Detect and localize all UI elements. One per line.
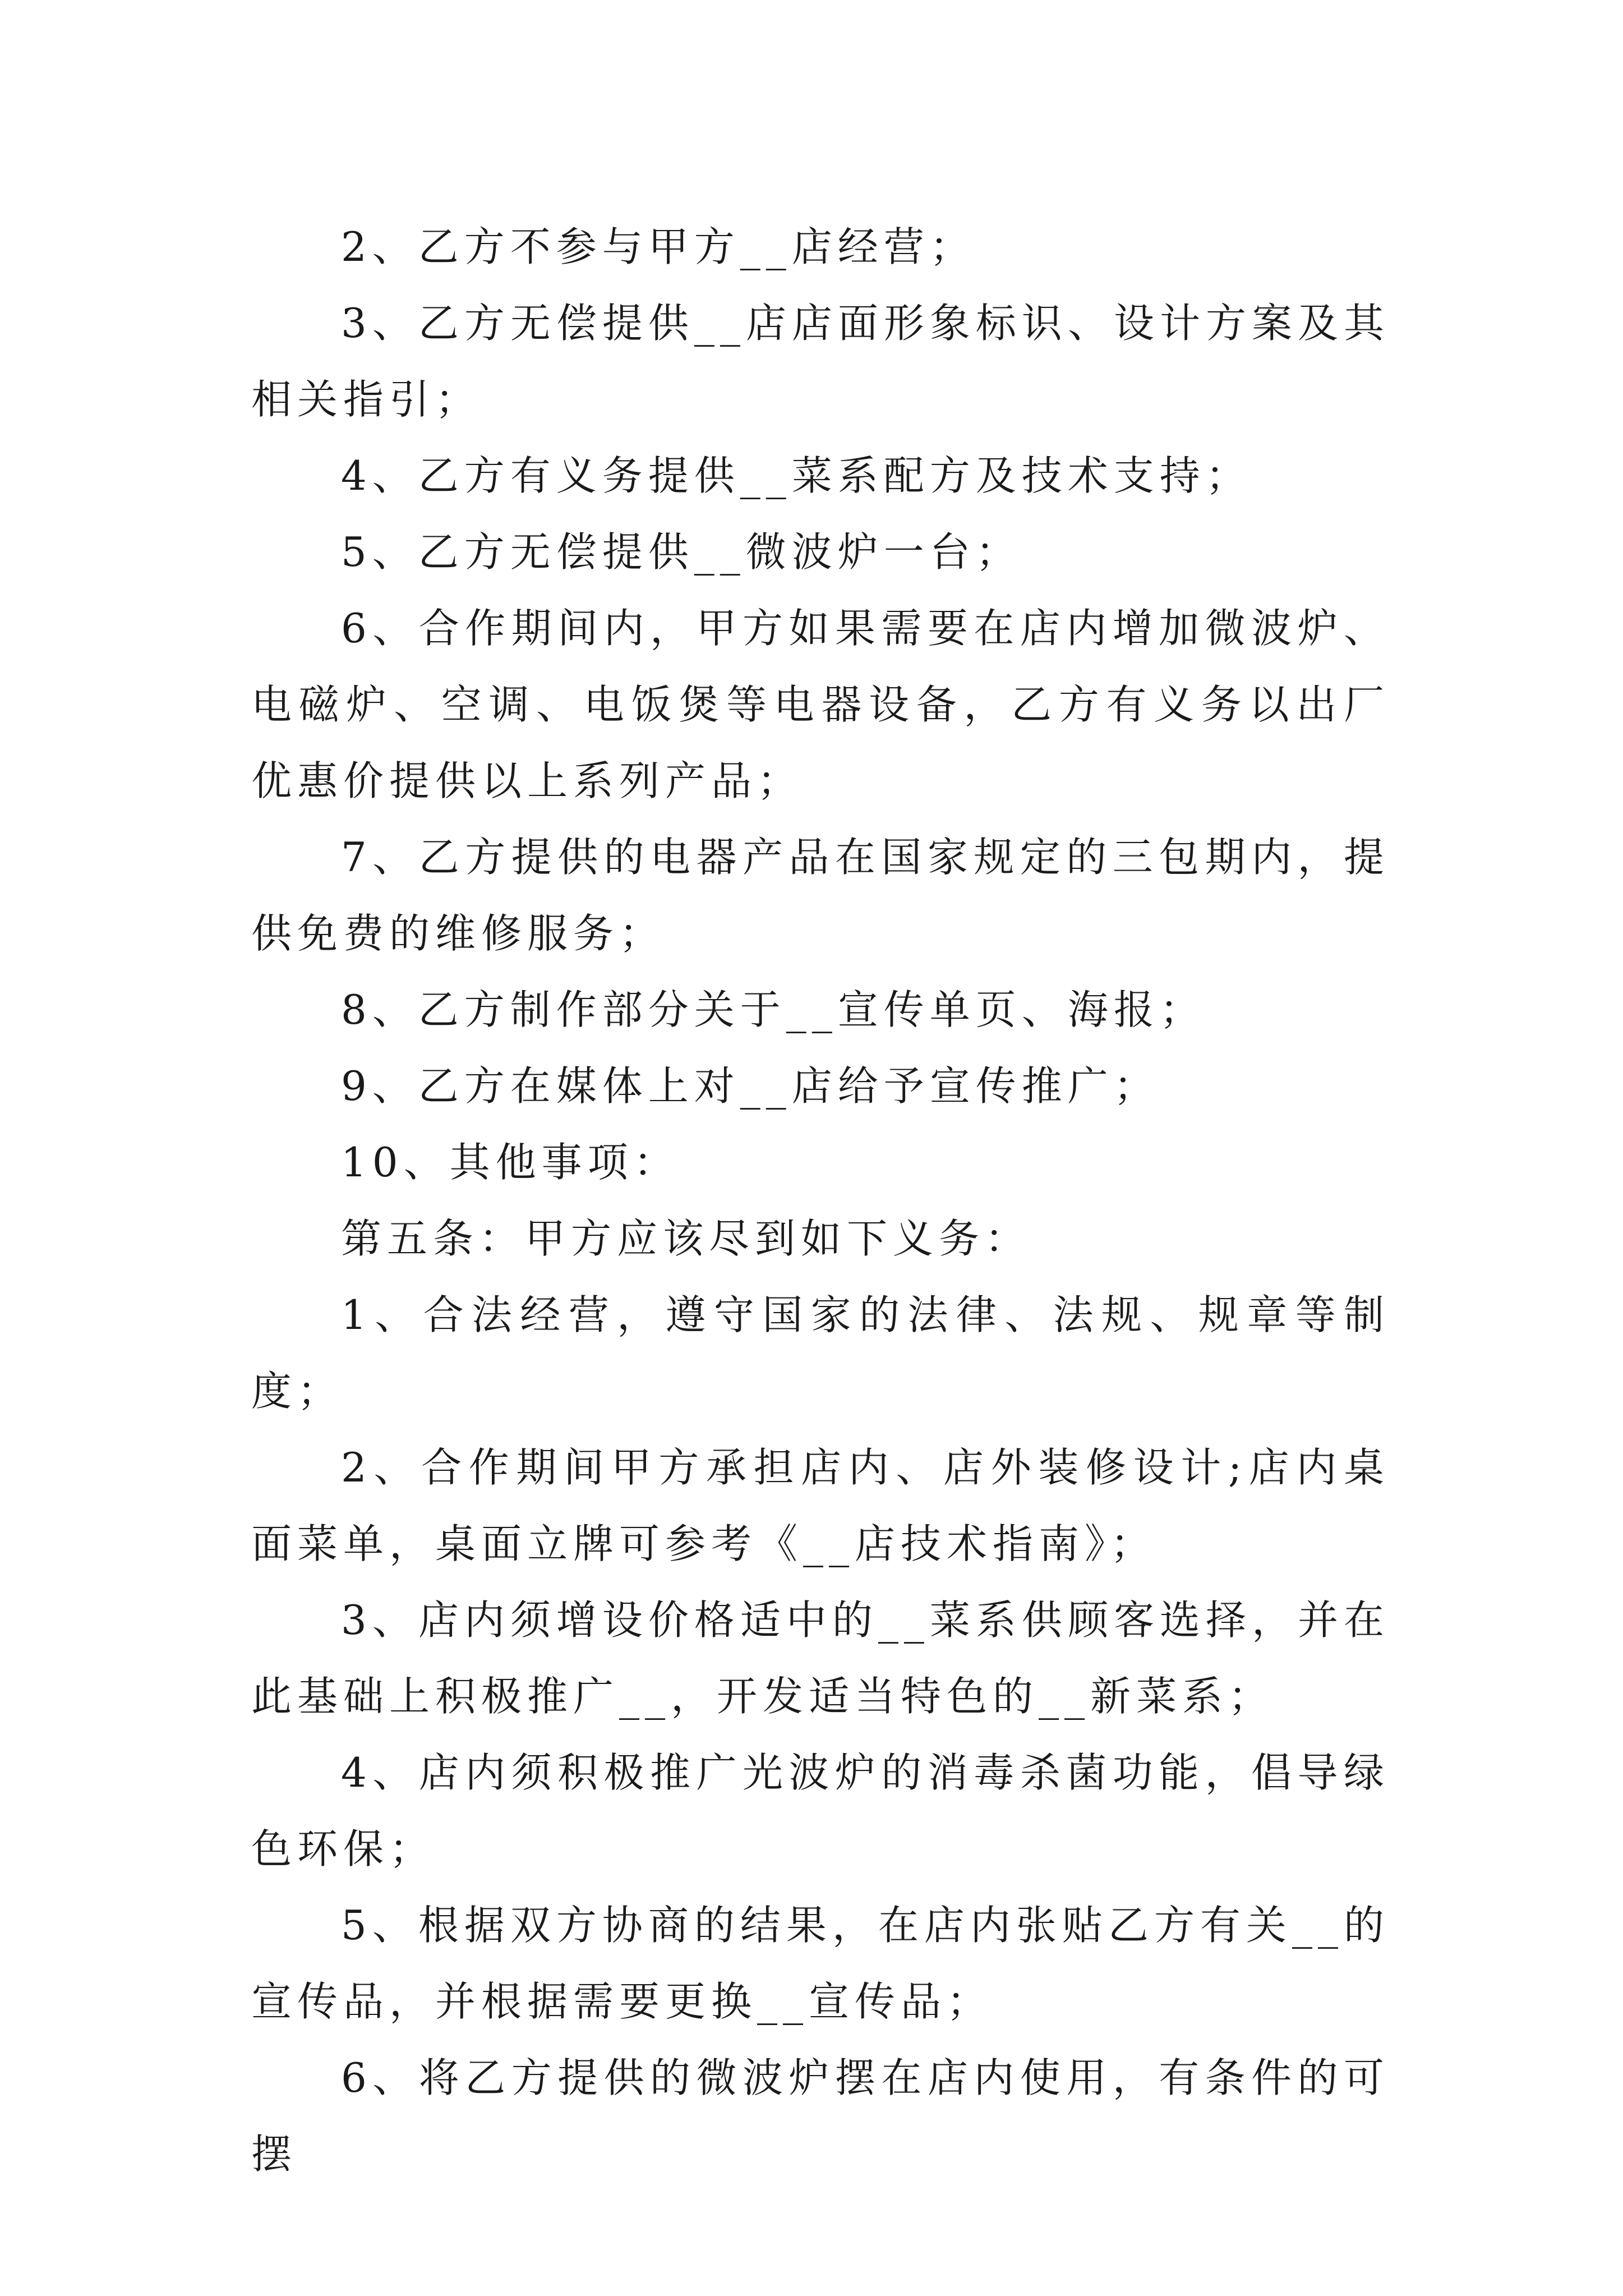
paragraph: 9、乙方在媒体上对__店给予宣传推广；	[341, 1062, 1160, 1110]
paragraph: 8、乙方制作部分关于__宣传单页、海报；	[341, 986, 1206, 1033]
paragraph: 3、店内须增设价格适中的__菜系供顾客选择，并在此基础上积极推广__，开发适当特色的__新菜系；	[251, 1596, 1390, 1720]
paragraph: 7、乙方提供的电器产品在国家规定的三包期内，提供免费的维修服务；	[251, 834, 1390, 957]
paragraph: 4、乙方有义务提供__菜系配方及技术支持；	[341, 452, 1252, 499]
paragraph: 3、乙方无偿提供__店店面形象标识、设计方案及其相关指引；	[251, 300, 1390, 423]
paragraph: 6、将乙方提供的微波炉摆在店内使用，有条件的可摆	[251, 2054, 1390, 2178]
section-heading: 第五条：甲方应该尽到如下义务：	[341, 1215, 1031, 1262]
paragraph: 10、其他事项：	[341, 1139, 680, 1186]
paragraph: 5、乙方无偿提供__微波炉一台；	[341, 528, 1022, 576]
paragraph: 6、合作期间内，甲方如果需要在店内增加微波炉、电磁炉、空调、电饭煲等电器设备，乙方有义务以出厂优惠价提供以上系列产品；	[251, 605, 1390, 804]
paragraph: 4、店内须积极推广光波炉的消毒杀菌功能，倡导绿色环保；	[251, 1749, 1390, 1872]
document-body	[251, 209, 1390, 2192]
paragraph: 5、根据双方协商的结果，在店内张贴乙方有关__的宣传品，并根据需要更换__宣传品；	[251, 1902, 1390, 2025]
paragraph: 2、乙方不参与甲方__店经营；	[341, 223, 976, 270]
paragraph: 2、合作期间甲方承担店内、店外装修设计;店内桌面菜单，桌面立牌可参考《__店技术指南》；	[251, 1444, 1390, 1567]
paragraph: 1、合法经营，遵守国家的法律、法规、规章等制度；	[251, 1291, 1390, 1415]
